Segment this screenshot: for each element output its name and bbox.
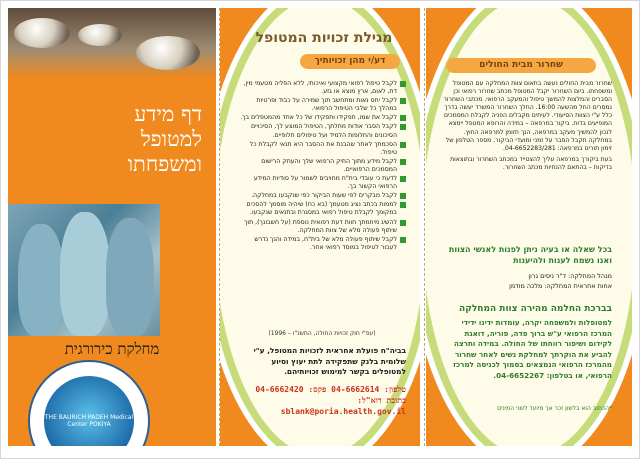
contact-email[interactable]: כתובת דוא"ל: sblank@poria.health.gov.il	[280, 396, 406, 416]
green-bullet-icon	[400, 202, 406, 208]
head-nurse: אחות אחראית המחלקה: מלכה מודמן	[509, 281, 612, 290]
rights-item: לקבל טיפול רפואי מקצועי ואיכותי, ללא הפליה מטעמי מין, דת, לאום, ארץ מוצא או גזע.	[238, 80, 406, 96]
rights-title: מגילת זכויות המטופל	[255, 30, 393, 46]
fold-line	[424, 8, 425, 446]
logo-text: THE BAURICH PADEH Medical Center POKIYA	[44, 414, 134, 428]
rights-item: לממות בכתב נציג מטעמך (בא כח) שיהיה מוסמך להסכים במקומך לקבלת טיפול רפואי במסגרת ובתנאים שנקבעו.	[238, 201, 406, 217]
fold-line	[219, 8, 220, 446]
surgeon-figure	[106, 218, 154, 336]
cover-title	[52, 102, 202, 177]
rights-item: לקבל הסבר אודות מחלתך, הטיפול המוצע לך, הסיכויים הסיכונים והחלופות הלמיד ועל טיפולים חלופיים.	[238, 123, 406, 139]
surgical-lamp	[136, 36, 200, 70]
green-bullet-icon	[400, 193, 406, 199]
surgical-lights-photo	[8, 8, 216, 78]
green-bullet-icon	[400, 124, 406, 130]
recovery-wish-text: למטופלות ולמשפחה יקרה, עומדות ידינו ידידי המרכז הרפואי ע"ש ברוך פדה, פוריה, דואגת לקידום ושיפור רווחתו של החולה. במידה ותרצה להביע את הוקרתך למחלקת נשים לאחר שחרור מהמרכז הרפואי הנמצאים בסמוך לכניסה למרכז הרפואי, או בטלפון: 04-6652267.	[453, 318, 612, 380]
rights-tab: דע/י מהן זכויותיך	[300, 54, 400, 69]
rights-item: לקבל את שמו, תפקידו ותפקידו של כל אחד מהמטפלים בך.	[238, 114, 406, 122]
rights-item: הסכמתך לאחר שהבנת את ההסבר היא תנאי לקבלת כל טיפול.	[238, 141, 406, 157]
surgeons-photo	[8, 204, 160, 336]
rights-item: לקבל מבקרים לפי שעות הביקור כפי שנקבעו במחלקה.	[238, 192, 406, 200]
green-bullet-icon	[400, 237, 406, 243]
rights-item: לקבל שיתוף פעולה מלא של בית"ח, במידה והנך נדרש לעבור לטיפול במוסד רפואי אחר.	[238, 236, 406, 252]
discharge-body: שחרור מבית החולים נעשה בתאום צוות המחלקה עם המטופל ומשפחתו. ביום השחרור יקבל המטופל מכתב שחרור רפואי וכן הסברים והמלצות להמשך טיפול והמעקב הרפואי. מכתבי השחרור נמסרים החל מהשעה 16:00. החלך השחרור המשרד יעשה בדרך כלל ע"י הצוות הסיעודי. לעיתים מקבלים הפניה לקבלת המסמכים המופיעים בדוח. ביקור במרפאה – במידה והרופא המטפל יימצא לנכון להמשיך מעקב במרפאה, הנך תזומן למרפאה החוץ. במחלקה תקבל הסבר על זמני ומועדי הביקור. מספר הטלפון של זימון תורים במרפאה: 04-6652283/281.	[443, 80, 612, 152]
cover-title-line: דף מידע	[134, 102, 202, 126]
green-bullet-icon	[400, 176, 406, 182]
cover-title-line: ומשפחתו	[127, 152, 202, 176]
recovery-wish-title: בברכת החלמה מהירה צוות המחלקה	[459, 304, 612, 314]
hospital-logo	[28, 360, 150, 446]
rights-item: לדעת כי עובדי בית"ח מחויבים לשמור על סודיות המידע הרפואי הקשור בך.	[238, 175, 406, 191]
discharge-note: בעת ביקורך במרפאה עליך להצטייד במכתב השחרור ובתוצאות בדיקות – בהתאם להנחיות מכתב השחרור.	[450, 155, 612, 171]
contact-block	[232, 384, 406, 417]
green-bullet-icon	[400, 81, 406, 87]
surgical-lamp	[78, 24, 122, 46]
cover-panel	[8, 8, 216, 446]
cover-title-line: למטופל	[140, 127, 202, 151]
gender-footnote: *הכתוב הוא בלשון זכר אך מיועד לשני המינים	[497, 405, 612, 412]
rights-item: להשיג מיוזמתך חוות דעת רפואית נוספת (על חשבונך), תוך שיתוף פעולה מלא של צוות המחלקה.	[238, 219, 406, 235]
green-bullet-icon	[400, 115, 406, 121]
green-bullet-icon	[400, 220, 406, 226]
green-bullet-icon	[400, 142, 406, 148]
department-name: מחלקת כירורגית	[64, 340, 160, 358]
logo-emblem	[44, 376, 134, 446]
discharge-tab: שחרור מבית החולים	[446, 58, 596, 73]
surgical-lamp	[14, 18, 70, 48]
patient-rights-officer-blurb: בביה"ח פועלת אחראית לזכויות המטופל, ע"י שלומית בלנק שתפקידה לתת יעוץ וסיוע למטופלים בקשר למימוש זכויותיהם.	[253, 346, 406, 376]
department-manager: מנהל המחלקה: ד"ר ניסים גרון	[528, 272, 612, 280]
rights-item: לקבל מידע מתוך התיק הרפואי שלך והעתק הרישום המסמכים הרפואיים.	[238, 158, 406, 174]
law-source: (עפ"י חוק זכויות החולה, התשנ"ו – 1996)	[268, 330, 376, 337]
rights-item: לקבל יחס נאות ומתחשב תוך שמירה על כבוד ופרטיות במהלך כל שלבי הטיפול הרפואי.	[238, 97, 406, 113]
contact-staff-note: בכל שאלה או בעיה ניתן לפנות לאנשי הצוות ואנו נשמח לענות ולהיענות	[448, 245, 612, 265]
surgeon-figure	[60, 212, 110, 336]
rights-list	[238, 80, 406, 253]
surgeon-figure	[18, 224, 64, 336]
green-bullet-icon	[400, 98, 406, 104]
discharge-text	[440, 80, 612, 172]
green-bullet-icon	[400, 159, 406, 165]
staff-signatures	[440, 272, 612, 291]
contact-phone: טלפון: 04-6662614 פקס: 04-6662420	[255, 385, 406, 394]
